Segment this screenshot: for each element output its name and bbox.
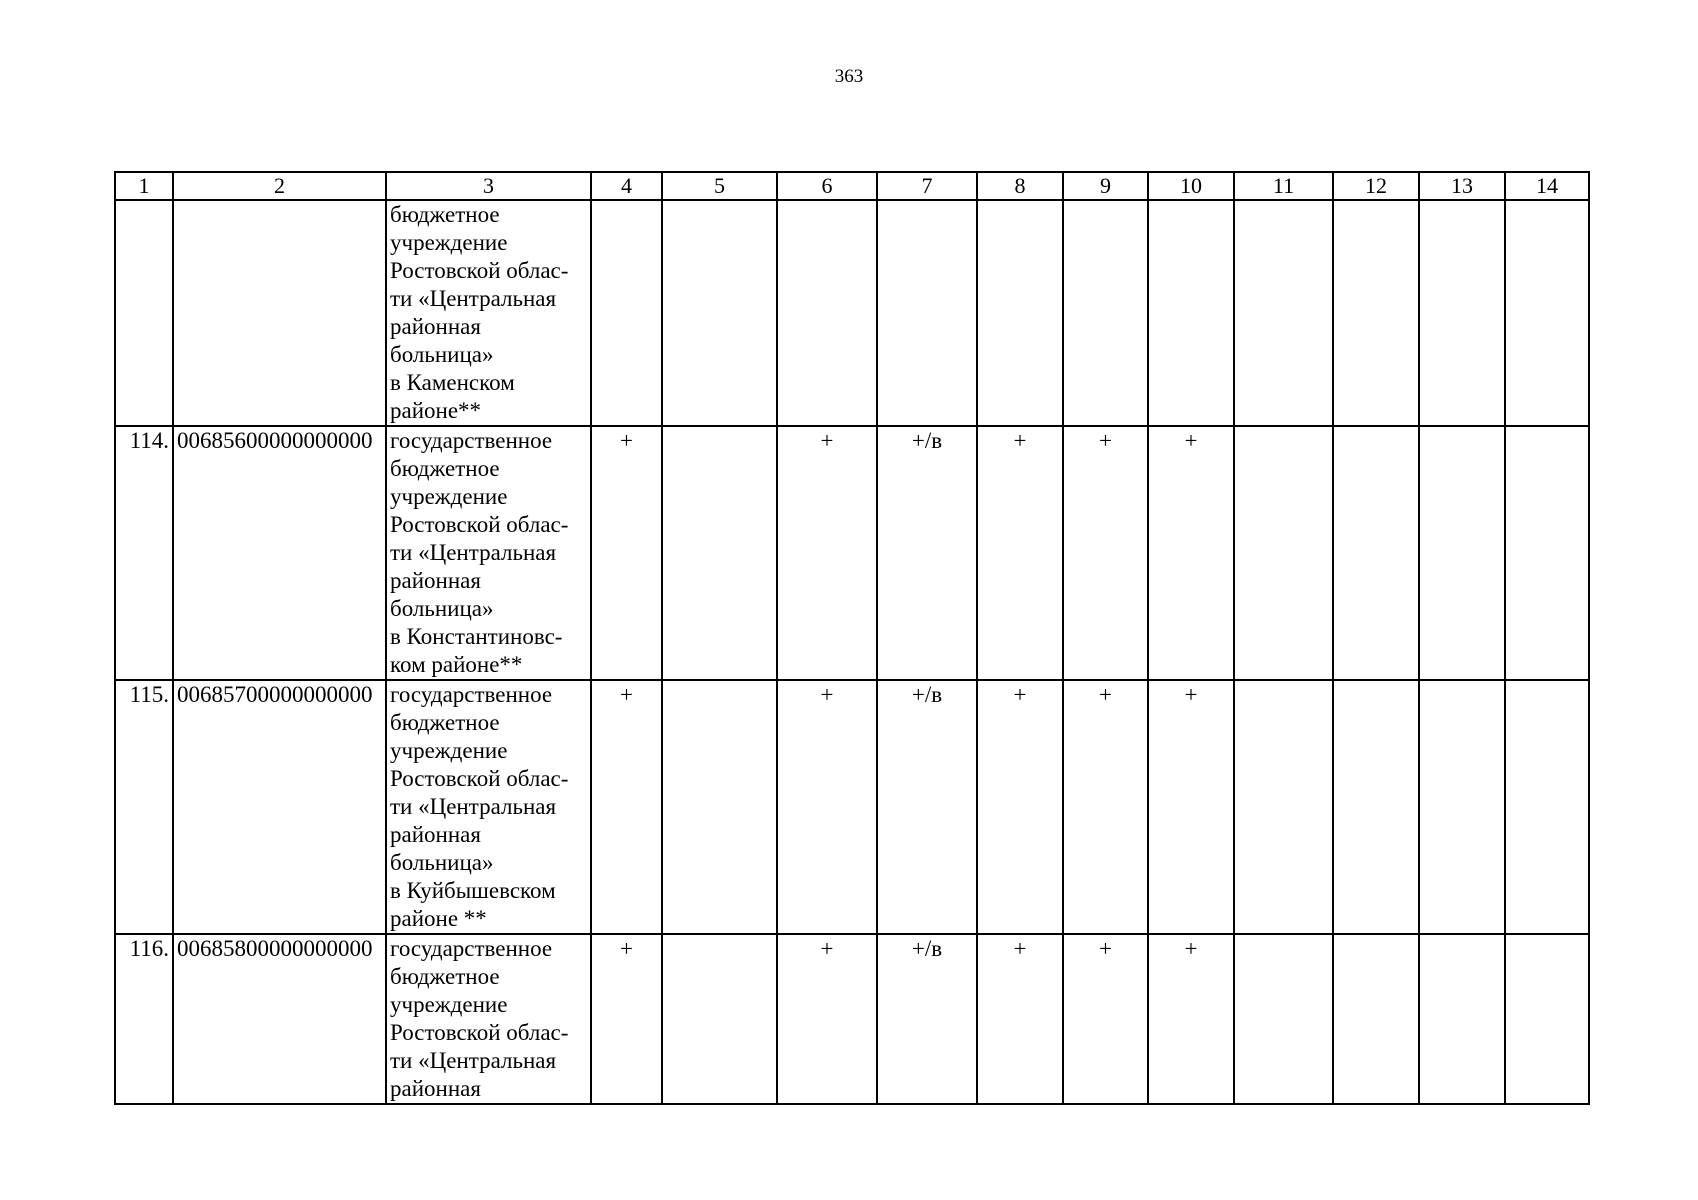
mark-cell-col-8: + (977, 680, 1063, 934)
table-row (115, 934, 1589, 1104)
mark-cell-col-6: + (777, 680, 877, 934)
institution-code: 00685600000000000 (173, 426, 386, 680)
institution-name (386, 200, 591, 426)
column-number-10: 10 (1148, 172, 1234, 200)
institution-name-line: Ростовской облас- (390, 258, 569, 283)
institution-name-line: в Константиновс- (390, 624, 563, 649)
table-row (115, 200, 1589, 426)
mark-cell-col-8 (977, 200, 1063, 426)
mark-cell-col-9 (1063, 200, 1148, 426)
row-number: 114. (115, 426, 173, 680)
column-number-13: 13 (1419, 172, 1505, 200)
mark-cell-col-5 (662, 200, 777, 426)
mark-cell-col-13 (1419, 680, 1505, 934)
institution-name-line: районная (390, 1076, 481, 1101)
mark-cell-col-10: + (1148, 426, 1234, 680)
mark-cell-col-13 (1419, 426, 1505, 680)
institution-name-line: ти «Центральная (390, 540, 557, 565)
column-number-5: 5 (662, 172, 777, 200)
mark-cell-col-9: + (1063, 934, 1148, 1104)
column-number-6: 6 (777, 172, 877, 200)
institution-name-line: Ростовской облас- (390, 1020, 569, 1045)
mark-cell-col-8: + (977, 426, 1063, 680)
table-row (115, 680, 1589, 934)
page-number: 363 (834, 66, 864, 87)
institution-name-line: в Каменском (390, 370, 515, 395)
mark-cell-col-5 (662, 680, 777, 934)
institution-name-line: ти «Центральная (390, 794, 557, 819)
institution-name-line: больница» (390, 342, 494, 367)
institution-name-line: ти «Центральная (390, 1048, 557, 1073)
row-number: 116. (115, 934, 173, 1104)
institution-name-line: Ростовской облас- (390, 766, 569, 791)
institution-name-line: районная (390, 568, 481, 593)
institution-name-line: государственное (390, 682, 553, 707)
mark-cell-col-8: + (977, 934, 1063, 1104)
column-number-7: 7 (877, 172, 977, 200)
institution-name-line: в Куйбышевском (390, 878, 556, 903)
table-row (115, 426, 1589, 680)
institution-name-line: районе** (390, 398, 482, 423)
mark-cell-col-11 (1234, 200, 1333, 426)
mark-cell-col-10: + (1148, 934, 1234, 1104)
column-number-3: 3 (386, 172, 591, 200)
institution-name-line: учреждение (390, 738, 508, 763)
column-number-14: 14 (1505, 172, 1589, 200)
mark-cell-col-11 (1234, 426, 1333, 680)
column-number-11: 11 (1234, 172, 1333, 200)
row-number (115, 200, 173, 426)
institution-name-line: Ростовской облас- (390, 512, 569, 537)
institution-name-line: учреждение (390, 484, 508, 509)
mark-cell-col-11 (1234, 934, 1333, 1104)
column-number-1: 1 (115, 172, 173, 200)
column-number-12: 12 (1333, 172, 1419, 200)
mark-cell-col-12 (1333, 200, 1419, 426)
mark-cell-col-6: + (777, 426, 877, 680)
column-number-4: 4 (591, 172, 662, 200)
institution-name-line: государственное (390, 936, 553, 961)
mark-cell-col-6: + (777, 934, 877, 1104)
mark-cell-col-4: + (591, 680, 662, 934)
column-number-9: 9 (1063, 172, 1148, 200)
institution-name-line: учреждение (390, 230, 508, 255)
institution-name (386, 680, 591, 934)
mark-cell-col-6 (777, 200, 877, 426)
mark-cell-col-4: + (591, 426, 662, 680)
institution-name-line: больница» (390, 596, 494, 621)
mark-cell-col-14 (1505, 426, 1589, 680)
mark-cell-col-14 (1505, 680, 1589, 934)
institution-name-line: районная (390, 822, 481, 847)
institution-name-line: районная (390, 314, 481, 339)
mark-cell-col-12 (1333, 934, 1419, 1104)
mark-cell-col-13 (1419, 934, 1505, 1104)
mark-cell-col-13 (1419, 200, 1505, 426)
institution-name (386, 934, 591, 1104)
row-number: 115. (115, 680, 173, 934)
mark-cell-col-7: +/в (877, 680, 977, 934)
institution-code: 00685700000000000 (173, 680, 386, 934)
institution-name-line: бюджетное (390, 964, 500, 989)
register-table (114, 171, 1590, 1105)
column-number-row (115, 172, 1589, 200)
mark-cell-col-7: +/в (877, 934, 977, 1104)
institution-code: 00685800000000000 (173, 934, 386, 1104)
institution-name-line: бюджетное (390, 202, 500, 227)
mark-cell-col-11 (1234, 680, 1333, 934)
mark-cell-col-9: + (1063, 426, 1148, 680)
mark-cell-col-4 (591, 200, 662, 426)
mark-cell-col-10: + (1148, 680, 1234, 934)
mark-cell-col-7: +/в (877, 426, 977, 680)
institution-name-line: бюджетное (390, 710, 500, 735)
institution-name-line: ти «Центральная (390, 286, 557, 311)
mark-cell-col-5 (662, 934, 777, 1104)
mark-cell-col-9: + (1063, 680, 1148, 934)
mark-cell-col-10 (1148, 200, 1234, 426)
institution-name-line: ком районе** (390, 652, 523, 677)
institution-name (386, 426, 591, 680)
mark-cell-col-12 (1333, 426, 1419, 680)
column-number-8: 8 (977, 172, 1063, 200)
mark-cell-col-4: + (591, 934, 662, 1104)
column-number-2: 2 (173, 172, 386, 200)
institution-name-line: районе ** (390, 906, 487, 931)
mark-cell-col-14 (1505, 934, 1589, 1104)
mark-cell-col-5 (662, 426, 777, 680)
institution-name-line: учреждение (390, 992, 508, 1017)
institution-name-line: государственное (390, 428, 553, 453)
mark-cell-col-14 (1505, 200, 1589, 426)
mark-cell-col-7 (877, 200, 977, 426)
institution-name-line: бюджетное (390, 456, 500, 481)
mark-cell-col-12 (1333, 680, 1419, 934)
institution-code (173, 200, 386, 426)
institution-name-line: больница» (390, 850, 494, 875)
